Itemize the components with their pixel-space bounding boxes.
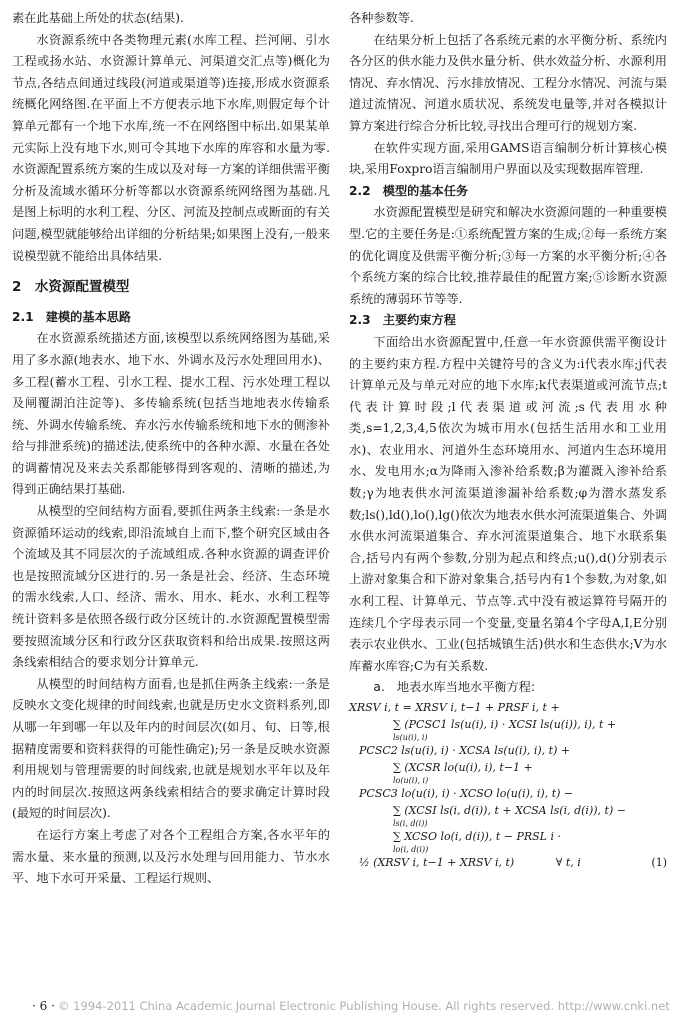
subsection-heading: 2.3 主要约束方程: [349, 313, 456, 328]
equation-line: XRSV i, t = XRSV i, t−1 + PRSF i, t +: [349, 701, 560, 714]
paragraph: 在软件实现方面,采用GAMS语言编制分析计算核心模块,采用Foxpro语言编制用户界面以及实现数据库管理.: [349, 140, 667, 177]
paragraph: 素在此基础上所处的状态(结果).: [12, 11, 184, 25]
equation-subscript: ls(i, d(i)): [393, 819, 428, 828]
equation-line: PCSC2 ls(u(i), i) · XCSA ls(u(i), i), t) +: [359, 744, 571, 757]
paragraph: 从模型的空间结构方面看,要抓住两条主线索:一条是水资源循环运动的线索,即沿流域自上而下,整个研究区域由各个流域及其不同层次的子流域组成.各种水资源的调查评价也是按照流域分区进行的.另一条是社会、经济、生态环境的需水线索,人口、经济、需水、用水、耗水、水利工程等统计资料多是依照各级行政分区统计的.水资源配置模型需要按照流域分区和行政分区获取资料和给出成果.按照这两条线索相结合的要求划分计算单元.: [12, 504, 330, 670]
paragraph: 各种参数等.: [349, 11, 414, 25]
copyright-notice: © 1994-2011 China Academic Journal Electronic Publishing House. All rights reserved. http://www.cnki.net: [58, 999, 670, 1013]
subsection-heading: 2.2 模型的基本任务: [349, 183, 469, 198]
left-column: [12, 8, 330, 890]
subsection-heading: 2.1 建模的基本思路: [12, 309, 132, 324]
paragraph: 水资源配置模型是研究和解决水资源问题的一种重要模型.它的主要任务是:①系统配置方案的生成;②每一系统方案的优化调度及供需平衡分析;③每一方案的水平衡分析;④各个系统方案的综合比较,推荐最佳的配置方案;⑤诊断水资源系统的薄弱环节等等.: [349, 205, 667, 306]
equation-quantifier: ∀ t, i: [555, 856, 581, 869]
equation-line: PCSC3 lo(u(i), i) · XCSO lo(u(i), i), t) −: [359, 787, 574, 800]
equation-subscript: lo(i, d(i)): [393, 845, 429, 854]
equation-subscript: ls(u(i), i): [393, 733, 428, 742]
page-number: · 6 ·: [32, 999, 55, 1013]
equation-line: ∑ (XCSI ls(i, d(i)), t + XCSA ls(i, d(i)), t) −: [393, 804, 626, 817]
equation-line: [349, 854, 667, 871]
equation-line: ∑ XCSO lo(i, d(i)), t − PRSL i ·: [393, 830, 561, 843]
paragraph: 从模型的时间结构方面看,也是抓住两条主线索:一条是反映水文变化规律的时间线索,也就是历史水文资料系列,即从哪一年到哪一年以及年内的时间层次(如月、旬、日等,根据精度需要和资料获得的可能性确定);另一条是反映水资源利用规划与管理需要的时间线索,也就是规划水平年以及年内的时间层次.按照这两条线索相结合的要求确定计算时段(最短的时间层次).: [12, 676, 330, 821]
equation-block: [349, 699, 667, 871]
equation-term: ½ (XRSV i, t−1 + XRSV i, t): [359, 856, 515, 869]
equation-subscript: lo(u(i), i): [393, 776, 429, 785]
paragraph: 在运行方案上考虑了对各个工程组合方案,各水平年的需水量、来水量的预测,以及污水处理与回用能力、节水水平、地下水可开采量、工程运行规则、: [12, 827, 330, 886]
paragraph: 水资源系统中各类物理元素(水库工程、拦河闸、引水工程或扬水站、水资源计算单元、河渠道交汇点等)概化为节点,各结点间通过线段(河道或渠道等)连接,形成水资源系统概化网络图.在平面上不方便表示地下水库,则假定每个计算单元都有一个地下水库,统一不在网络图中标出.如果某单元实际上没有地下水,则可令其地下水库的库容和水量为零.水资源配置系统方案的生成以及对每一方案的详细供需平衡分析及流域水循环分析等都以水资源系统网络图为基础.凡是图上标明的水利工程、分区、河流及控制点或断面的有关问题,模型就能够给出详细的分析结果;如果图上没有,一般来说模型就不能给出具体结果.: [12, 32, 330, 263]
equation-line: ∑ (XCSR lo(u(i), i), t−1 +: [393, 761, 533, 774]
right-column: [349, 8, 667, 871]
paragraph: 在结果分析上包括了各系统元素的水平衡分析、系统内各分区的供水能力及供水量分析、供水效益分析、水源利用情况、弃水情况、污水排放情况、工程分水情况、河流与渠道过流情况、河道水质状况、系统发电量等,并对各模拟计算方案进行综合分析比较,寻找出合理可行的规划方案.: [349, 32, 667, 133]
paragraph: 在水资源系统描述方面,该模型以系统网络图为基础,采用了多水源(地表水、地下水、外调水及污水处理回用水)、多工程(蓄水工程、引水工程、提水工程、污水处理工程以及闸覆湖泊注淀等)、多传输系统(包括当地地表水传输系统、外调水传输系统、弃水污水传输系统和地下水的侧渗补给与排泄系统)的描述法,使系统中的各种水源、水量在各处的调蓄情况及来去关系都能够得到客观的、清晰的描述,为得到正确结果打基础.: [12, 331, 330, 497]
equation-line: ∑ (PCSC1 ls(u(i), i) · XCSI ls(u(i)), i), t +: [393, 718, 617, 731]
equation-title: a. 地表水库当地水平衡方程:: [373, 680, 536, 695]
paragraph: 下面给出水资源配置中,任意一年水资源供需平衡设计的主要约束方程.方程中关键符号的含义为:i代表水库;j代表计算单元及与单元对应的地下水库;k代表渠道或河流节点;t代表计算时段;l代表渠道或河流;s代表用水种类,s=1,2,3,4,5依次为城市用水(包括生活用水和工业用水)、农业用水、河道外生态环境用水、河道内生态环境用水、发电用水;α为降雨入渗补给系数;β为灌溉入渗补给系数;γ为地表供水河流渠道渗漏补给系数;φ为潜水蒸发系数;ls(),ld(),lo(),lg()依次为地表水供水河流渠道集合、外调水供水河流渠道集合、弃水河流渠道集合、地下水联系集合,括号内有两个参数,分别为起点和终点;u(),d()分别表示上游对象集合和下游对象集合,括号内有1个参数,为对象,如水利工程、计算单元、节点等.式中没有被运算符号隔开的连续几个字母表示同一个变量,变量名第4个字母A,I,E分别表示农业供水、工业(包括城镇生活)供水和生态供水;V为水库蓄水库容;C为有关系数.: [349, 334, 667, 673]
equation-number: (1): [651, 856, 667, 869]
page-footer: [0, 996, 689, 1018]
section-heading: 2 水资源配置模型: [12, 279, 130, 296]
